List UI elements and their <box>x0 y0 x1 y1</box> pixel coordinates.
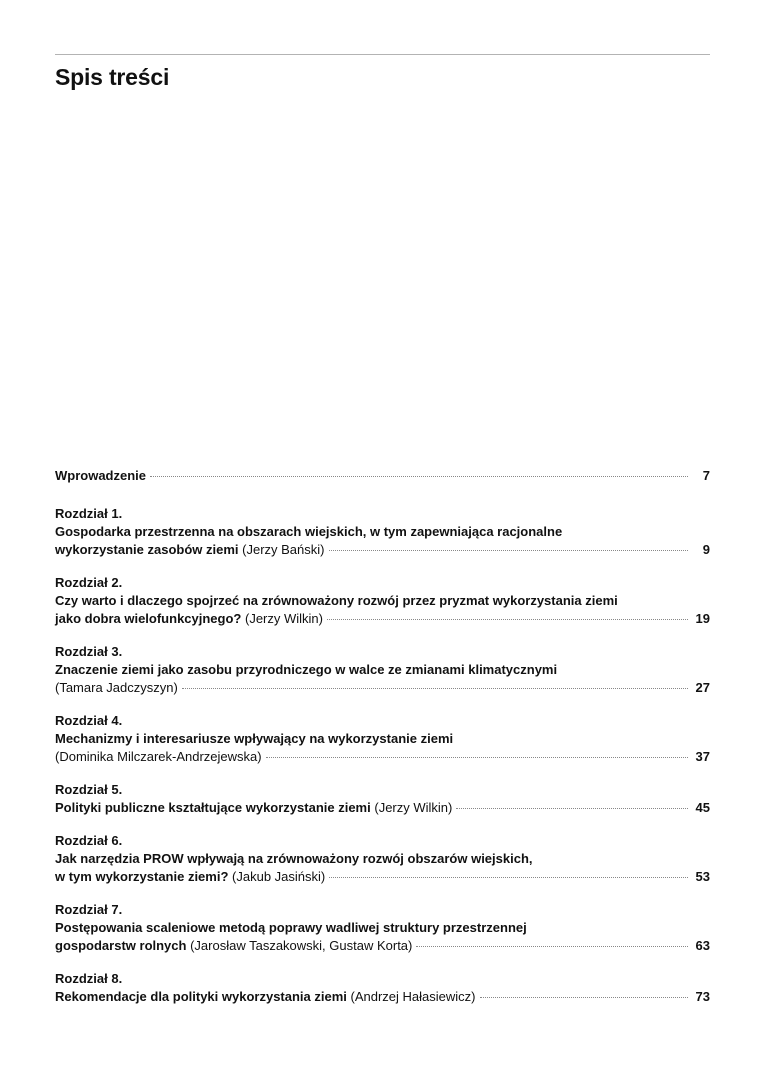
toc-entry-chapter-6[interactable] <box>55 832 710 886</box>
chapter-title-bold: jako dobra wielofunkcyjnego? <box>55 611 242 626</box>
dot-leader <box>150 476 688 477</box>
chapter-title-bold: gospodarstw rolnych <box>55 938 187 953</box>
toc-entry-line <box>55 610 710 628</box>
dot-leader <box>480 997 689 998</box>
chapter-label: Rozdział 3. <box>55 644 123 659</box>
toc-entry-chapter-1[interactable] <box>55 505 710 559</box>
chapter-label: Rozdział 4. <box>55 713 123 728</box>
dot-leader <box>327 619 688 620</box>
dot-leader <box>416 946 688 947</box>
chapter-author: (Andrzej Hałasiewicz) <box>350 989 476 1004</box>
toc-entry-line <box>55 679 710 697</box>
toc-entry-chapter-7[interactable] <box>55 901 710 955</box>
toc-entry-line <box>55 748 710 766</box>
dot-leader <box>456 808 688 809</box>
chapter-title-end <box>55 868 325 886</box>
chapter-title-end <box>55 679 178 697</box>
toc-page-number: 9 <box>702 542 710 557</box>
page-title: Spis treści <box>55 64 170 90</box>
chapter-list <box>55 505 710 1006</box>
toc-entry-line <box>55 988 710 1006</box>
toc-entry-line <box>55 467 710 485</box>
chapter-title-end <box>55 988 476 1006</box>
toc-page-number: 7 <box>702 468 710 483</box>
dot-leader <box>266 757 688 758</box>
chapter-title-end <box>55 541 325 559</box>
toc-page-number: 53 <box>695 869 710 884</box>
toc-page-number: 27 <box>695 680 710 695</box>
dot-leader <box>329 877 688 878</box>
chapter-title-line: Mechanizmy i interesariusze wpływający na wykorzystanie ziemi <box>55 731 454 746</box>
toc-entry-chapter-5[interactable] <box>55 781 710 817</box>
chapter-title-bold: Polityki publiczne kształtujące wykorzystanie ziemi <box>55 800 371 815</box>
chapter-title-end <box>55 748 262 766</box>
toc-entry-line <box>55 937 710 955</box>
toc-entry-intro[interactable] <box>55 467 710 485</box>
toc-entry-chapter-8[interactable] <box>55 970 710 1006</box>
chapter-title-line: Jak narzędzia PROW wpływają na zrównoważony rozwój obszarów wiejskich, <box>55 851 533 866</box>
chapter-title-line: Czy warto i dlaczego spojrzeć na zrównoważony rozwój przez pryzmat wykorzystania ziemi <box>55 593 618 608</box>
toc-entry-line <box>55 868 710 886</box>
toc-entry-chapter-3[interactable] <box>55 643 710 697</box>
chapter-label: Rozdział 6. <box>55 833 123 848</box>
chapter-author: (Tamara Jadczyszyn) <box>55 680 178 695</box>
toc-page-number: 19 <box>695 611 710 626</box>
chapter-label: Rozdział 7. <box>55 902 123 917</box>
toc-page-number: 73 <box>695 989 710 1004</box>
toc-entry-line <box>55 541 710 559</box>
chapter-title-line: Znaczenie ziemi jako zasobu przyrodniczego w walce ze zmianami klimatycznymi <box>55 662 558 677</box>
chapter-author: (Jerzy Wilkin) <box>245 611 323 626</box>
chapter-title-line: Postępowania scaleniowe metodą poprawy wadliwej struktury przestrzennej <box>55 920 527 935</box>
chapter-title-bold: w tym wykorzystanie ziemi? <box>55 869 229 884</box>
top-rule <box>55 54 710 55</box>
chapter-author: (Dominika Milczarek-Andrzejewska) <box>55 749 262 764</box>
chapter-title-bold: Rekomendacje dla polityki wykorzystania ziemi <box>55 989 347 1004</box>
chapter-label: Rozdział 2. <box>55 575 123 590</box>
chapter-author: (Jarosław Taszakowski, Gustaw Korta) <box>190 938 413 953</box>
chapter-author: (Jerzy Wilkin) <box>374 800 453 815</box>
toc-page-number: 63 <box>695 938 710 953</box>
toc-entry-line <box>55 799 710 817</box>
chapter-title-end <box>55 799 452 817</box>
chapter-title-end <box>55 610 323 628</box>
chapter-author: (Jakub Jasiński) <box>232 869 326 884</box>
toc-entry-chapter-4[interactable] <box>55 712 710 766</box>
table-of-contents <box>55 467 710 1006</box>
chapter-title-end <box>55 937 412 955</box>
toc-entry-chapter-2[interactable] <box>55 574 710 628</box>
chapter-title-bold: wykorzystanie zasobów ziemi <box>55 542 239 557</box>
toc-entry-title: Wprowadzenie <box>55 468 147 483</box>
dot-leader <box>329 550 689 551</box>
chapter-label: Rozdział 1. <box>55 506 123 521</box>
toc-page-number: 45 <box>695 800 710 815</box>
dot-leader <box>182 688 688 689</box>
chapter-label: Rozdział 5. <box>55 782 123 797</box>
chapter-label: Rozdział 8. <box>55 971 123 986</box>
toc-page-number: 37 <box>695 749 710 764</box>
chapter-title-line: Gospodarka przestrzenna na obszarach wiejskich, w tym zapewniająca racjonalne <box>55 524 563 539</box>
chapter-author: (Jerzy Bański) <box>242 542 325 557</box>
